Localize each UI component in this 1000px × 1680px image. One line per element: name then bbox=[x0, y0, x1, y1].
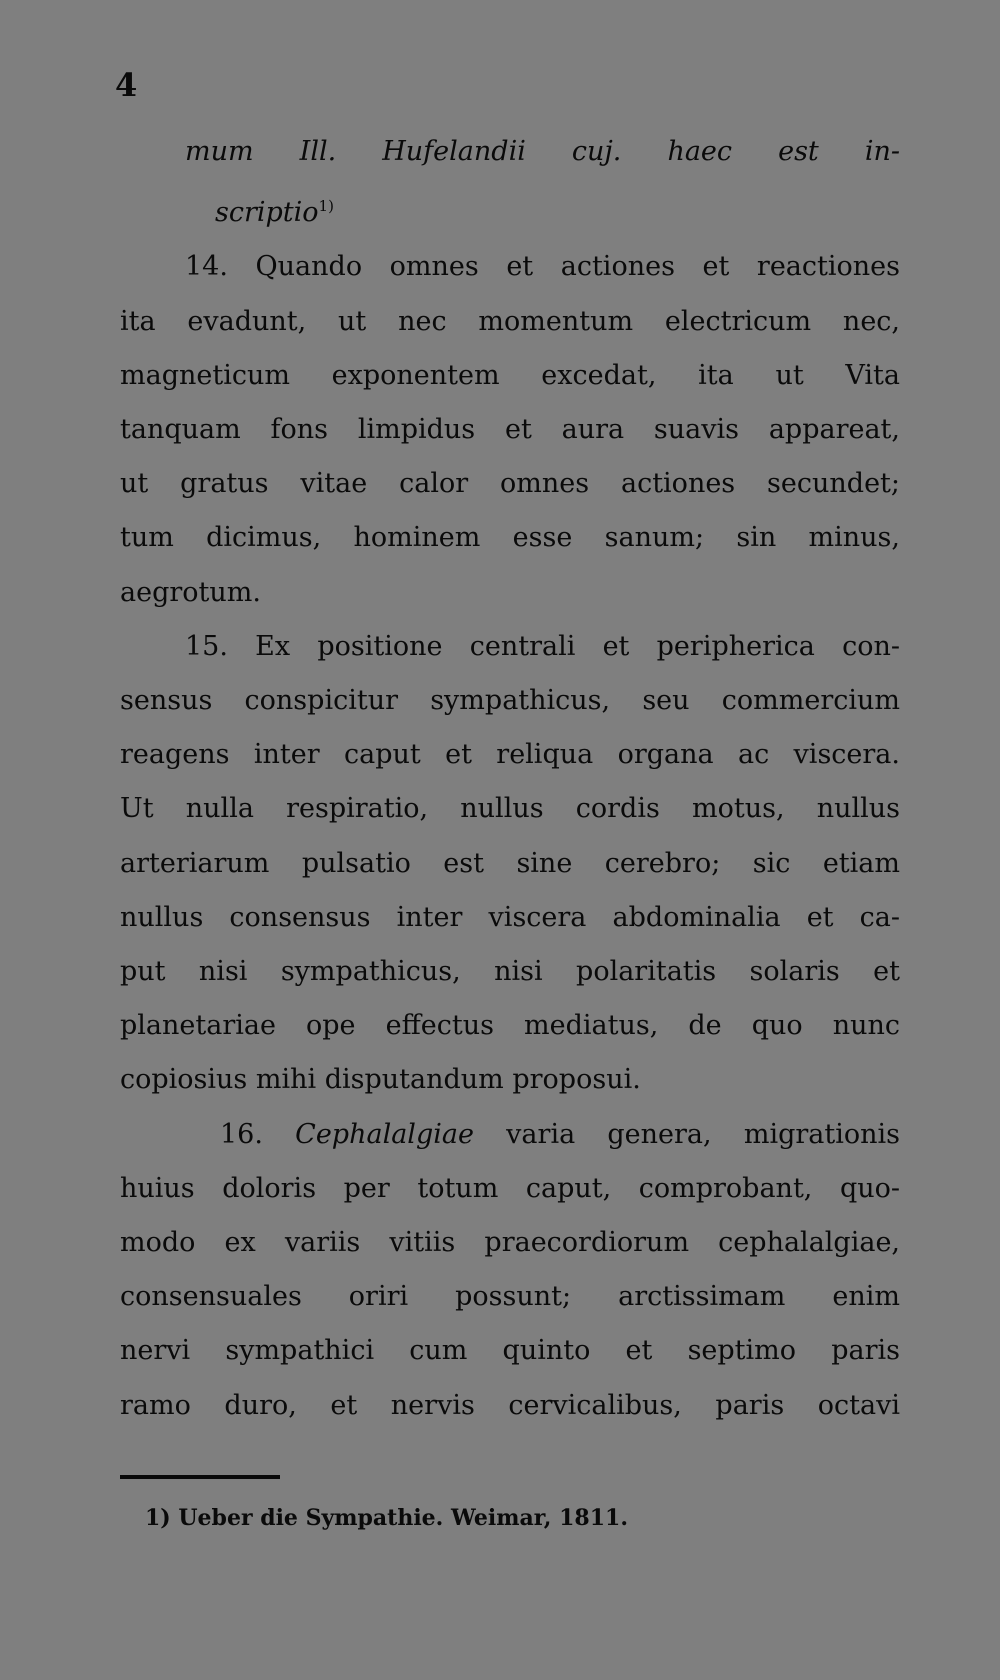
line-text: ita evadunt, ut nec momentum electricum nec, bbox=[120, 305, 900, 337]
text-line bbox=[120, 1379, 900, 1433]
text-line bbox=[120, 1216, 900, 1270]
line-text: Ut nulla respiratio, nullus cordis motus, nullus bbox=[120, 793, 900, 825]
footnote: 1) Ueber die Sympathie. Weimar, 1811. bbox=[145, 1505, 629, 1531]
line-text: aegrotum. bbox=[120, 576, 261, 608]
text-line bbox=[120, 1108, 900, 1162]
text-line bbox=[120, 837, 900, 891]
text-line bbox=[120, 674, 900, 728]
page-number: 4 bbox=[115, 66, 138, 104]
line-text: consensuales oriri possunt; arctissimam enim bbox=[120, 1281, 900, 1313]
text-line bbox=[120, 457, 900, 511]
line-text: huius doloris per totum caput, comprobant, quo- bbox=[120, 1172, 900, 1204]
line-text: planetariae ope effectus mediatus, de quo nunc bbox=[120, 1010, 900, 1042]
text-line bbox=[120, 349, 900, 403]
text-line bbox=[120, 511, 900, 565]
line-text: reagens inter caput et reliqua organa ac viscera. bbox=[120, 739, 900, 771]
line-text: put nisi sympathicus, nisi polaritatis solaris et bbox=[120, 956, 900, 988]
line-text: ut gratus vitae calor omnes actiones secundet; bbox=[120, 468, 900, 500]
text-line bbox=[120, 999, 900, 1053]
line-text: mum Ill. Hufelandii cuj. haec est in- bbox=[185, 136, 900, 167]
text-line bbox=[120, 240, 900, 294]
line-text: scriptio bbox=[215, 197, 319, 229]
line-text: modo ex variis vitiis praecordiorum cephalalgiae, bbox=[120, 1227, 900, 1259]
line-text: tum dicimus, hominem esse sanum; sin minus, bbox=[120, 522, 900, 554]
text-line bbox=[120, 728, 900, 782]
footnote-marker: 1) bbox=[318, 197, 334, 216]
footnote-divider bbox=[120, 1475, 280, 1479]
text-line bbox=[120, 403, 900, 457]
text-line bbox=[120, 620, 900, 674]
text-line bbox=[120, 945, 900, 999]
text-line bbox=[120, 891, 900, 945]
text-line bbox=[120, 1270, 900, 1324]
text-line bbox=[120, 1053, 900, 1107]
text-line bbox=[120, 566, 900, 620]
text-line bbox=[120, 125, 900, 179]
line-text: ramo duro, et nervis cervicalibus, paris octavi bbox=[120, 1389, 900, 1421]
text-line bbox=[120, 782, 900, 836]
body-text bbox=[120, 125, 900, 1433]
line-text: nullus consensus inter viscera abdominalia et ca- bbox=[120, 901, 900, 933]
line-text: arteriarum pulsatio est sine cerebro; sic etiam bbox=[120, 847, 900, 879]
line-text: 14. Quando omnes et actiones et reactiones bbox=[185, 251, 900, 283]
line-text: sensus conspicitur sympathicus, seu commercium bbox=[120, 685, 900, 717]
text-line bbox=[120, 179, 900, 240]
text-line bbox=[120, 1324, 900, 1378]
line-text: magneticum exponentem excedat, ita ut Vita bbox=[120, 359, 900, 391]
italic-term: Cephalalgiae bbox=[295, 1118, 474, 1150]
line-text: copiosius mihi disputandum proposui. bbox=[120, 1064, 641, 1096]
text-line bbox=[120, 295, 900, 349]
line-text: tanquam fons limpidus et aura suavis appareat, bbox=[120, 414, 900, 446]
line-text-rest: varia genera, migrationis bbox=[473, 1118, 900, 1150]
line-text: 16. bbox=[220, 1118, 296, 1150]
line-text: 15. Ex positione centrali et peripherica con- bbox=[185, 630, 900, 662]
line-text: nervi sympathici cum quinto et septimo paris bbox=[120, 1335, 900, 1367]
text-line bbox=[120, 1162, 900, 1216]
